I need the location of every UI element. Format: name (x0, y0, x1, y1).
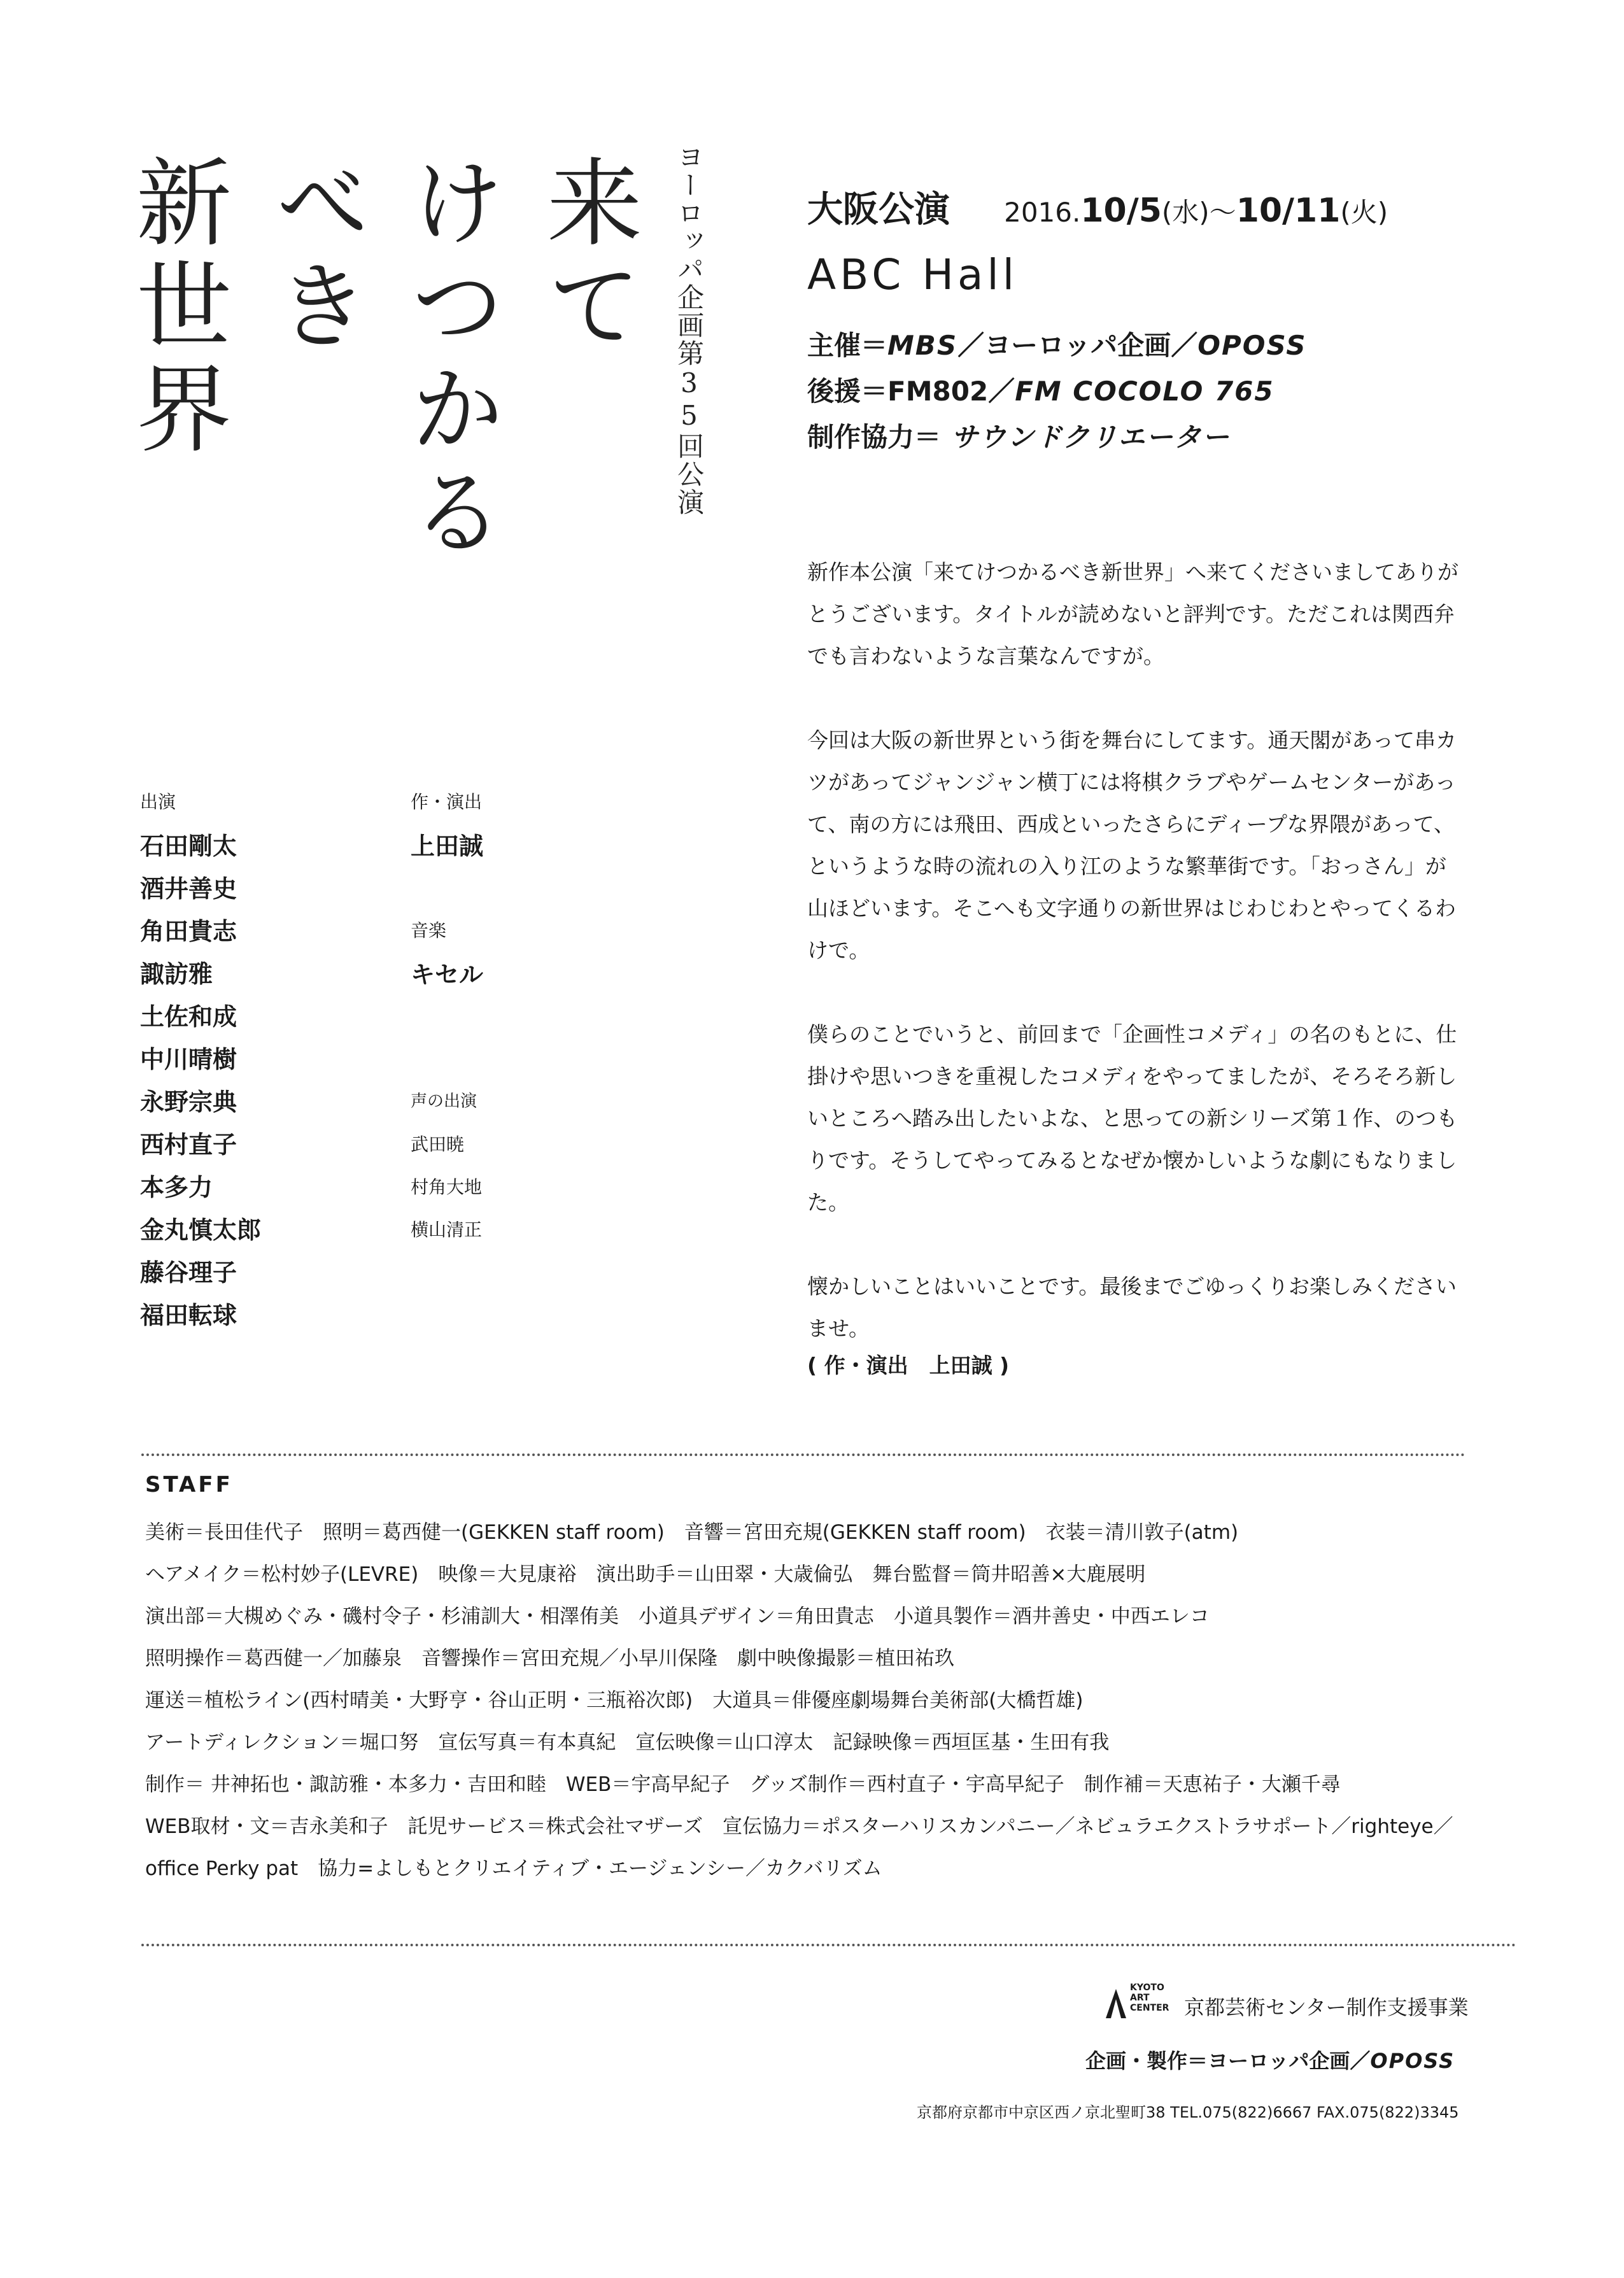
date-start: 10/5 (1080, 192, 1162, 230)
support-label: 後援＝ (807, 376, 888, 407)
staff-line: アートディレクション＝堀口努 宣伝写真＝有本真紀 宣伝映像＝山口淳太 記録映像＝西垣匡基・生田有我 (145, 1731, 1110, 1754)
europa-kikaku-logo: ヨーロッパ企画 (984, 330, 1171, 361)
support-sep: ／ (988, 376, 1015, 407)
message-signature: ( 作・演出 上田誠 ) (807, 1353, 1010, 1378)
venue-hall: ABC Hall (807, 250, 1019, 299)
music-label: 音楽 (411, 920, 447, 941)
message-paragraph: 懐かしいことはいいことです。最後までごゆっくりお楽しみくださいませ。 (807, 1274, 1457, 1341)
kyoto-art-center-mark-icon (1105, 1988, 1127, 2020)
kac-support (1105, 1980, 1486, 2025)
address-line: 京都府京都市中京区西ノ京北聖町38 TEL.075(822)6667 FAX.075(822)3345 (917, 2104, 1459, 2121)
producer-sep: ／ (1350, 2049, 1371, 2073)
staff-line: office Perky pat 協力=よしもとクリエイティブ・エージェンシー／カクバリズム (145, 1857, 882, 1880)
cast-member: 福田転球 (140, 1301, 237, 1329)
europa-kikaku-logo-footer: ヨーロッパ企画 (1208, 2049, 1350, 2073)
date-sep: ～ (1209, 197, 1236, 228)
cast-member: 西村直子 (140, 1131, 237, 1159)
sound-creator-logo: サウンドクリエーター (951, 421, 1231, 453)
director-message (807, 551, 1463, 1382)
producer-label: 企画・製作＝ (1085, 2049, 1208, 2073)
cast-label: 出演 (140, 791, 176, 812)
fm-cocolo-logo: FM COCOLO 765 (1015, 376, 1274, 407)
staff-line: 運送＝植松ライン(西村晴美・大野亨・谷山正明・三瓶裕次郎) 大道具＝俳優座劇場舞台美術部(大橋哲雄) (145, 1689, 1084, 1712)
organizer-line (807, 325, 1571, 363)
kac-logo-line: ART (1130, 1993, 1150, 2003)
title-column-4: 新世界 (120, 153, 230, 462)
organizer-sep-2: ／ (1171, 330, 1198, 361)
cast-member: 酒井善史 (140, 875, 237, 903)
staff-line: 美術＝長田佳代子 照明＝葛西健一(GEKKEN staff room) 音響＝宮田充規(GEKKEN staff room) 衣装＝清川敦子(atm) (145, 1521, 1239, 1544)
staff-line: 制作＝ 井神拓也・諏訪雅・本多力・吉田和睦 WEB＝宇高早紀子 グッズ制作＝西村直子・宇高早紀子 制作補＝天恵祐子・大瀬千尋 (145, 1773, 1341, 1796)
cast-member: 金丸慎太郎 (140, 1216, 262, 1244)
oposs-logo: OPOSS (1197, 330, 1307, 361)
kac-logo-text (1130, 1983, 1169, 2013)
oposs-logo-footer: OPOSS (1370, 2049, 1455, 2073)
cast-member: 藤谷理子 (140, 1259, 237, 1287)
cast-member: 諏訪雅 (140, 960, 213, 988)
date-end: 10/11 (1236, 192, 1341, 230)
staff-block (145, 1472, 1507, 1890)
support-line (807, 371, 1571, 409)
venue-block (807, 181, 1571, 455)
title-column-1: 来て (530, 153, 641, 359)
staff-line: WEB取材・文＝吉永美和子 託児サービス＝株式会社マザーズ 宣伝協力＝ポスターハリスカンパニー／ネビュラエクストラサポート／righteye／ (145, 1815, 1453, 1838)
cast-member: 永野宗典 (140, 1088, 237, 1116)
music-name: キセル (411, 961, 484, 989)
cast-list (140, 788, 331, 1338)
producer-line (1085, 2045, 1455, 2074)
venue-city: 大阪公演 (807, 189, 950, 230)
cast-member: 本多力 (140, 1173, 213, 1201)
production-line (807, 416, 1571, 455)
kac-logo-line: CENTER (1130, 2003, 1169, 2013)
cast-member: 石田剛太 (140, 832, 237, 860)
fm802-logo: FM802 (887, 376, 989, 407)
mbs-logo: MBS (887, 330, 958, 361)
organizer-sep-1: ／ (957, 330, 985, 361)
message-paragraph: 今回は大阪の新世界という街を舞台にしてます。通天閣があって串カツがあってジャンジャン横丁には将棋クラブやゲームセンターがあって、南の方には飛田、西成といったさらにディープな界隈があって、というような時の流れの入り江のような繁華街です。「おっさん」が山ほどいます。そこへも文字通りの新世界はじわじわとやってくるわけで。 (807, 728, 1457, 963)
voice-member: 横山清正 (411, 1219, 483, 1240)
date-start-dow: (水) (1161, 197, 1210, 228)
voice-member: 村角大地 (411, 1177, 483, 1198)
divider-top (141, 1454, 1465, 1456)
support-program: 京都芸術センター制作支援事業 (1184, 1995, 1469, 2020)
writer-label: 作・演出 (411, 791, 483, 812)
production-label: 制作協力＝ (807, 421, 942, 453)
title-column-2: けつかる (393, 153, 504, 565)
cast-member: 土佐和成 (140, 1003, 237, 1031)
cast-member: 中川晴樹 (140, 1045, 237, 1073)
voice-label: 声の出演 (411, 1092, 477, 1111)
divider-bottom (141, 1944, 1516, 1946)
writer-name: 上田誠 (411, 832, 484, 860)
date-year: 2016. (1004, 197, 1081, 228)
subtitle: ヨーロッパ企画第35回公演 (674, 143, 705, 516)
staff-label: STAFF (145, 1472, 233, 1497)
staff-line: 照明操作＝葛西健一／加藤泉 音響操作＝宮田充規／小早川保隆 劇中映像撮影＝植田祐玖 (145, 1647, 954, 1670)
date-end-dow: (火) (1340, 197, 1388, 228)
message-paragraph: 新作本公演「来てけつかるべき新世界」へ来てくださいましてありがとうございます。タイトルが読めないと評判です。ただこれは関西弁でも言わないような言葉なんですが。 (807, 560, 1458, 669)
staff-line: 演出部＝大槻めぐみ・磯村令子・杉浦訓大・相澤侑美 小道具デザイン＝角田貴志 小道具製作＝酒井善史・中西エレコ (145, 1605, 1210, 1628)
staff-line: ヘアメイク＝松村妙子(LEVRE) 映像＝大見康裕 演出助手＝山田翠・大歳倫弘 舞台監督＝筒井昭善×大鹿展明 (145, 1563, 1146, 1586)
kac-logo-line: KYOTO (1130, 1983, 1164, 1993)
message-paragraph: 僕らのことでいうと、前回まで「企画性コメディ」の名のもとに、仕掛けや思いつきを重視したコメディをやってましたが、そろそろ新しいところへ踏み出したいよな、と思っての新シリーズ第１作、のつもりです。そうしてやってみるとなぜか懐かしいような劇にもなりました。 (807, 1022, 1458, 1215)
roles-list (411, 788, 633, 1251)
organizer-label: 主催＝ (807, 330, 888, 361)
venue-dates (807, 181, 1571, 232)
cast-member: 角田貴志 (140, 917, 237, 945)
voice-member: 武田暁 (411, 1134, 465, 1155)
title-column-3: べき (258, 153, 369, 359)
